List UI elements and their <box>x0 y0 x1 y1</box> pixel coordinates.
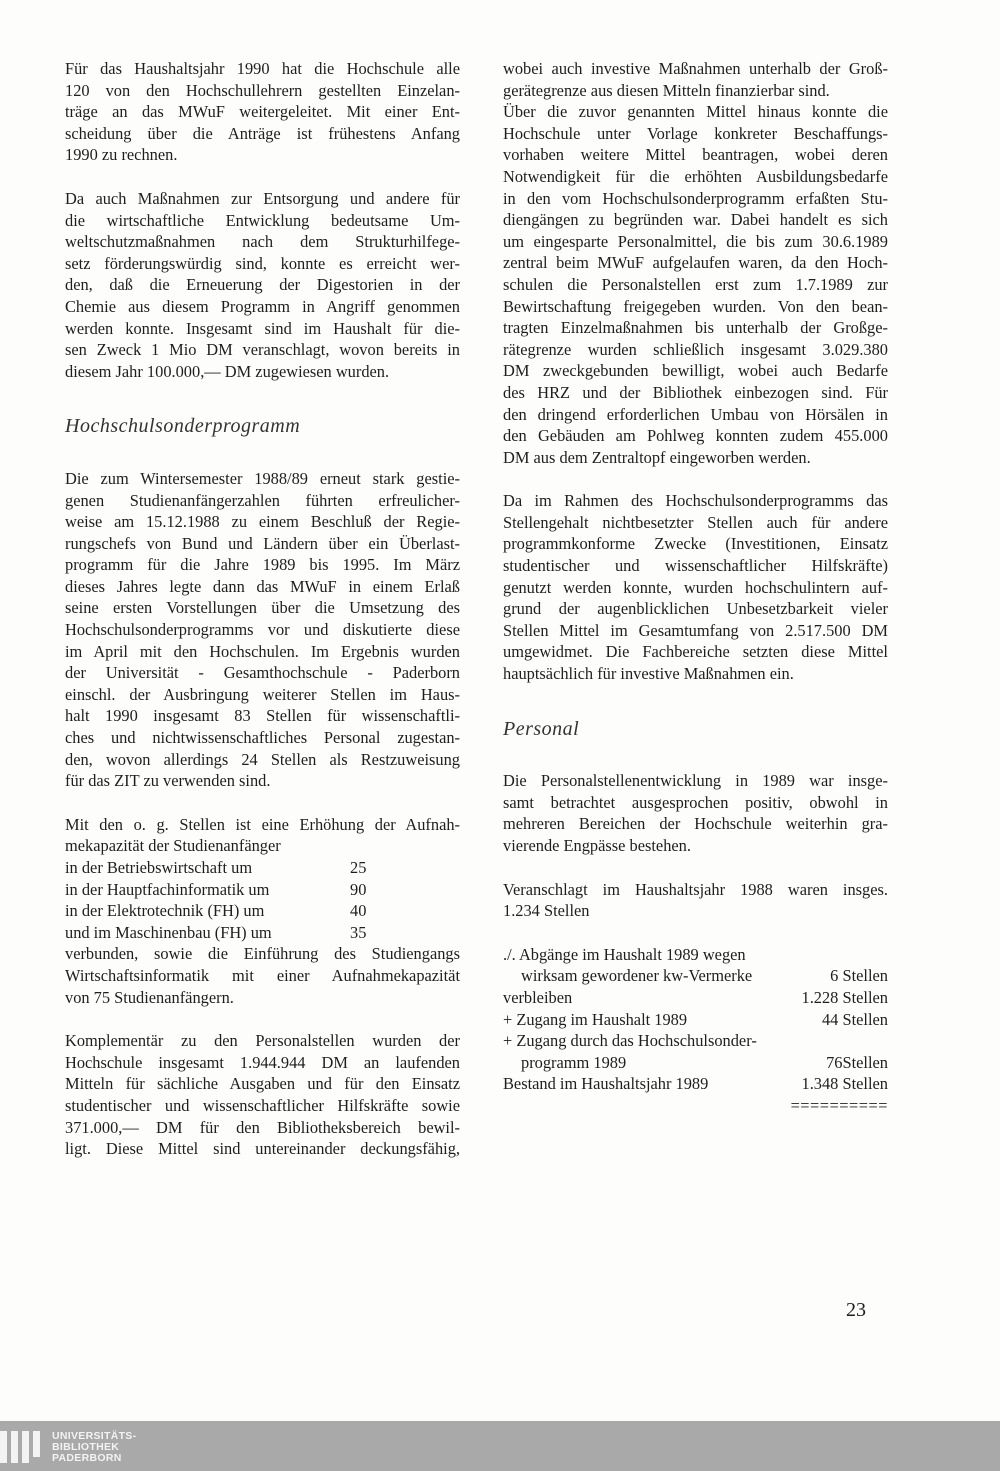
stat-value: 44 Stellen <box>821 1009 888 1029</box>
library-logo-text <box>52 1431 136 1464</box>
text-line: um eingesparte Personalmittel, die bis zum 30.6.1989 <box>503 231 888 251</box>
text-line: gerätegrenze aus diesen Mitteln finanzierbar sind. <box>503 80 830 100</box>
text-line: Wirtschaftsinformatik mit einer Aufnahmekapazität <box>65 965 460 985</box>
logo-line: PADERBORN <box>52 1452 122 1464</box>
text-line: den dringend erforderlichen Umbau von Hörsälen in <box>503 404 888 424</box>
stat-label: verbleiben <box>503 987 573 1007</box>
capacity-label: in der Elektrotechnik (FH) um <box>65 901 265 921</box>
stat-value: 1.228 Stellen <box>801 987 888 1007</box>
stat-row <box>503 944 888 966</box>
text-line: Mitteln für sächliche Ausgaben und für den Einsatz <box>65 1074 460 1094</box>
logo-bar-icon <box>11 1431 18 1463</box>
stat-row <box>503 965 888 987</box>
capacity-label: und im Maschinenbau (FH) um <box>65 922 272 942</box>
stat-row <box>503 1052 888 1074</box>
text-line: der Universität - Gesamthochschule - Paderborn <box>65 663 460 683</box>
text-line: Komplementär zu den Personalstellen wurden der <box>65 1031 460 1051</box>
text-line: Die zum Wintersemester 1988/89 erneut stark gestie- <box>65 468 460 488</box>
text-line: DM zweckgebunden bewilligt, wobei auch Bedarfe <box>503 361 888 381</box>
text-line: Veranschlagt im Haushaltsjahr 1988 waren insges. <box>503 879 888 899</box>
text-line: träge an das MWuF weitergeleitet. Mit einer Ent- <box>65 102 460 122</box>
text-line: rungschefs von Bund und Ländern über ein Überlast- <box>65 533 460 553</box>
text-line: ligt. Diese Mittel sind untereinander deckungsfähig, <box>65 1139 460 1159</box>
capacity-value: 90 <box>350 879 367 899</box>
paragraph-personalstellen <box>503 770 888 856</box>
logo-line: BIBLIOTHEK <box>52 1441 120 1453</box>
text-line: 1990 zu rechnen. <box>65 145 178 165</box>
paragraph-haushaltsjahr <box>65 58 460 166</box>
text-line: schulen die Personalstellen erst zum 1.7.1989 zur <box>503 274 888 294</box>
paragraph-aufnahmekapazitaet <box>65 814 460 1008</box>
text-line: Notwendigkeit für die erhöhten Ausbildungsbedarfe <box>503 166 888 186</box>
text-line: ches und nichtwissenschaftliches Personal zugestan- <box>65 728 460 748</box>
library-logo <box>0 1431 136 1467</box>
text-line: Hochschule unter Vorlage konkreter Beschaffungs- <box>503 123 888 143</box>
capacity-row <box>65 900 460 922</box>
logo-bar-icon <box>22 1431 29 1463</box>
text-line: seine ersten Vorstellungen über die Umsetzung des <box>65 598 460 618</box>
text-line: den, wovon allerdings 24 Stellen als Restzuweisung <box>65 749 460 769</box>
text-line: Für das Haushaltsjahr 1990 hat die Hochschule alle <box>65 59 460 78</box>
page-number: 23 <box>846 1299 866 1321</box>
stat-value: 1.348 Stellen <box>801 1074 888 1094</box>
text-line: mekapazität der Studienanfänger <box>65 836 281 856</box>
text-line: Stellen Mittel im Gesamtumfang von 2.517.500 DM <box>503 620 888 640</box>
text-line: Hochschulsonderprogramms vor und diskutierte diese <box>65 620 460 640</box>
text-line: in den vom Hochschulsonderprogramm erfaßten Stu- <box>503 188 888 208</box>
text-line: wobei auch investive Maßnahmen unterhalb der Groß- <box>503 59 888 78</box>
text-line: werden konnte. Insgesamt sind im Haushalt für die- <box>65 318 460 338</box>
capacity-row <box>65 857 460 879</box>
text-line: setz förderungswürdig sind, konnte es erreicht wer- <box>65 253 460 273</box>
stat-label: + Zugang durch das Hochschulsonder- <box>503 1031 757 1051</box>
stat-row <box>503 987 888 1009</box>
text-line: zentral beim MWuF aufgelaufen waren, da den Hoch- <box>503 253 888 273</box>
stat-value: 76Stellen <box>826 1052 888 1072</box>
stat-row <box>503 1009 888 1031</box>
paragraph-investive-massnahmen <box>503 58 888 468</box>
text-line: rätegrenze wurden schließlich insgesamt 3.029.380 <box>503 339 888 359</box>
text-line: sen Zweck 1 Mio DM veranschlagt, wovon bereits in <box>65 340 460 360</box>
text-line: umgewidmet. Die Fachbereiche setzten diese Mittel <box>503 642 888 662</box>
text-line: weltschutzmaßnahmen nach dem Strukturhilfege- <box>65 232 460 252</box>
text-line: mehreren Bereichen der Hochschule weiterhin gra- <box>503 814 888 834</box>
text-line: samt betrachtet ausgesprochen positiv, obwohl in <box>503 792 888 812</box>
text-line: studentischer und wissenschaftlicher Hilfskräfte) <box>503 556 888 576</box>
text-line: Bewirtschaftung freigegeben wurden. Von den bean- <box>503 296 888 316</box>
paragraph-stellengehalt <box>503 490 888 684</box>
text-line: vierende Engpässe bestehen. <box>503 836 691 855</box>
text-line: grund der augenblicklichen Unbesetzbarkeit vieler <box>503 599 888 619</box>
text-line: genen Studienanfängerzahlen führten erfreulicher- <box>65 490 460 510</box>
text-line: die wirtschaftliche Entwicklung bedeutsame Um- <box>65 210 460 230</box>
capacity-row <box>65 879 460 901</box>
footer-bar <box>0 1421 1000 1471</box>
text-line: dieses Jahres legte dann das MWuF in einem Erlaß <box>65 576 460 596</box>
capacity-label: in der Betriebswirtschaft um <box>65 858 253 877</box>
text-line: 120 von den Hochschullehrern gestellten Einzelan- <box>65 80 460 100</box>
stat-row <box>503 1030 888 1052</box>
capacity-value: 25 <box>350 858 367 877</box>
text-line: Chemie aus diesem Programm in Angriff genommen <box>65 296 460 316</box>
text-line: Mit den o. g. Stellen ist eine Erhöhung der Aufnah- <box>65 814 460 834</box>
stat-row <box>503 1073 888 1095</box>
section-heading-personal: Personal <box>503 717 580 740</box>
paragraph-entsorgung <box>65 188 460 382</box>
text-line: hauptsächlich für investive Maßnahmen ein. <box>503 664 794 684</box>
text-line: von 75 Studienanfängern. <box>65 987 234 1007</box>
text-line: halt 1990 insgesamt 83 Stellen für wissenschaftli- <box>65 706 460 726</box>
capacity-value: 40 <box>350 901 367 921</box>
text-line: tragten Einzelmaßnahmen bis unterhalb der Großge- <box>503 318 888 338</box>
total-rule: ========== <box>790 1095 888 1115</box>
text-line: diengängen zu begründen war. Dabei handelt es sich <box>503 210 888 230</box>
text-line: Hochschule insgesamt 1.944.944 DM an laufenden <box>65 1052 460 1072</box>
text-line: des HRZ und der Bibliothek einbezogen sind. Für <box>503 382 888 402</box>
text-line: verbunden, sowie die Einführung des Studiengangs <box>65 944 460 964</box>
text-line: Da auch Maßnahmen zur Entsorgung und andere für <box>65 188 460 208</box>
logo-line: UNIVERSITÄTS- <box>52 1430 137 1442</box>
text-line: Stellengehalt nichtbesetzter Stellen auch für andere <box>503 512 888 532</box>
text-line: studentischer und wissenschaftlicher Hilfskräfte sowie <box>65 1095 460 1115</box>
text-line: Über die zuvor genannten Mittel hinaus konnte die <box>503 102 888 122</box>
section-heading-hochschulsonderprogramm: Hochschulsonderprogramm <box>65 415 301 438</box>
stat-label: + Zugang im Haushalt 1989 <box>503 1009 688 1029</box>
stat-label: Bestand im Haushaltsjahr 1989 <box>503 1074 709 1094</box>
capacity-row <box>65 922 460 944</box>
paragraph-veranschlagt <box>503 879 888 922</box>
text-line: Die Personalstellenentwicklung in 1989 war insge- <box>503 771 888 791</box>
stat-value: 6 Stellen <box>830 966 888 986</box>
text-line: im April mit den Hochschulen. Im Ergebnis wurden <box>65 641 460 661</box>
logo-bar-icon <box>33 1431 40 1457</box>
text-line: einschl. der Ausbringung weiterer Stellen im Haus- <box>65 684 460 704</box>
text-line: vorhaben weitere Mittel beantragen, wobei deren <box>503 145 888 165</box>
paragraph-wintersemester <box>65 468 460 792</box>
logo-bar-icon <box>0 1431 7 1463</box>
stat-label: programm 1989 <box>521 1052 627 1072</box>
text-line: diesem Jahr 100.000,— DM zugewiesen wurden. <box>65 361 390 381</box>
text-line: den, daß die Erneuerung der Digestorien in der <box>65 275 460 295</box>
capacity-value: 35 <box>350 922 367 942</box>
text-line: genutzt werden konnte, wurden hochschulintern auf- <box>503 577 888 597</box>
text-line: Da im Rahmen des Hochschulsonderprogramms das <box>503 491 888 511</box>
left-column <box>65 58 460 1182</box>
paragraph-komplementaer <box>65 1030 460 1160</box>
text-line: den Gebäuden am Pohlweg konnten zudem 455.000 <box>503 426 888 446</box>
text-line: DM aus dem Zentraltopf eingeworben werden. <box>503 447 811 467</box>
text-line: scheidung über die Anträge ist frühestens Anfang <box>65 123 460 143</box>
text-line: 371.000,— DM für den Bibliotheksbereich bewil- <box>65 1117 460 1137</box>
text-line: für das ZIT zu verwenden sind. <box>65 771 271 791</box>
text-line: programmkonforme Zwecke (Investitionen, Einsatz <box>503 534 888 554</box>
stellen-table <box>503 944 888 1117</box>
text-line: programm für die Jahre 1989 bis 1995. Im März <box>65 555 460 575</box>
capacity-label: in der Hauptfachinformatik um <box>65 879 270 899</box>
stat-label: ./. Abgänge im Haushalt 1989 wegen <box>503 944 746 964</box>
right-column <box>503 58 888 1117</box>
text-line: 1.234 Stellen <box>503 901 590 921</box>
stat-label: wirksam gewordener kw-Vermerke <box>521 966 753 986</box>
text-line: weise am 15.12.1988 zu einem Beschluß der Regie- <box>65 512 460 532</box>
